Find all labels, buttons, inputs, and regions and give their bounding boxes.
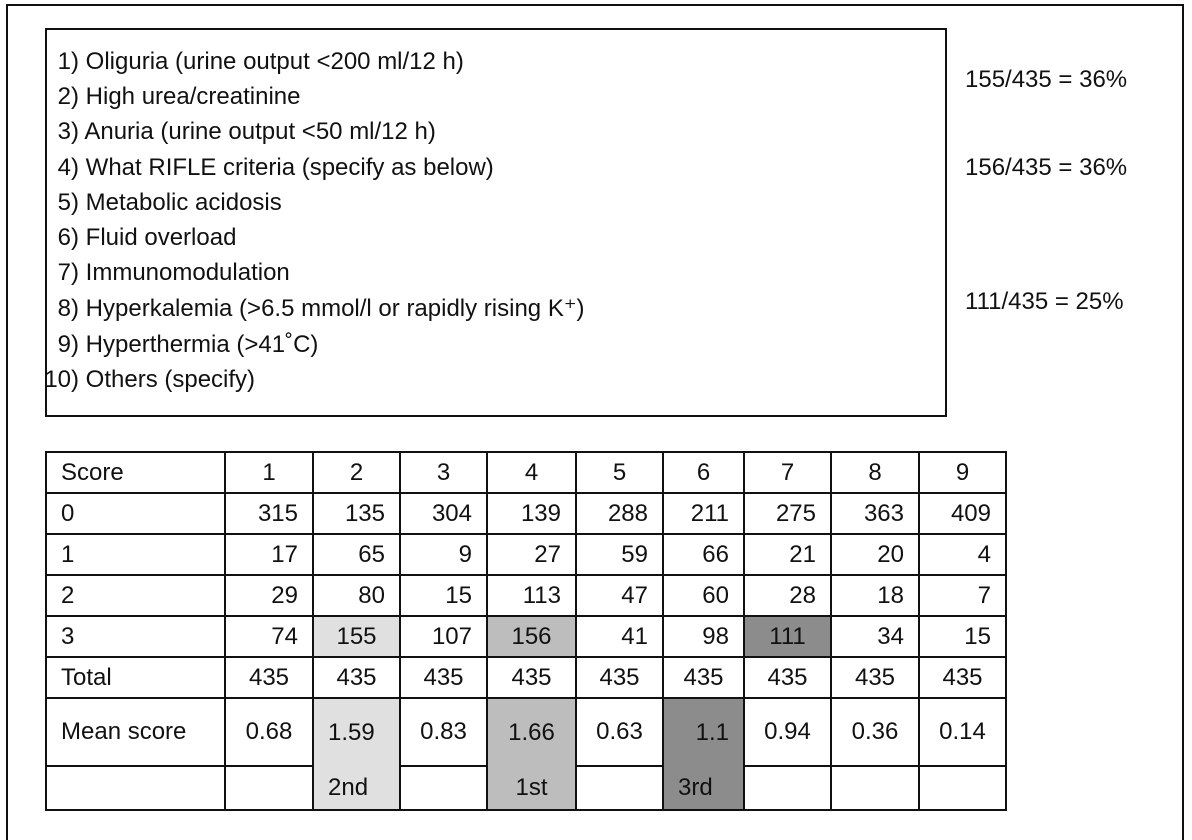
table-cell: 28 (744, 575, 831, 616)
header-cell: 9 (919, 452, 1006, 493)
table-cell: 435 (919, 657, 1006, 698)
table-cell: 435 (744, 657, 831, 698)
table-cell: 107 (400, 616, 487, 657)
table-cell: 7 (919, 575, 1006, 616)
table-row (46, 493, 1006, 534)
criterion-9: 9) Hyperthermia (>41˚C) (57, 331, 319, 358)
table-cell: 66 (663, 534, 744, 575)
criterion-2: 2) High urea/creatinine (57, 83, 301, 110)
table-cell: 113 (487, 575, 576, 616)
table-cell: 65 (313, 534, 400, 575)
row-label: 1 (46, 534, 225, 575)
table-row-mean (46, 698, 1006, 766)
header-cell: 3 (400, 452, 487, 493)
score-table (45, 451, 1007, 811)
table-cell: 211 (663, 493, 744, 534)
table-cell: 18 (831, 575, 919, 616)
mean-cell: 0.68 (225, 698, 313, 766)
criterion-6: 6) Fluid overload (57, 224, 237, 251)
table-cell: 20 (831, 534, 919, 575)
table-cell: 9 (400, 534, 487, 575)
table-cell: 363 (831, 493, 919, 534)
header-cell: 6 (663, 452, 744, 493)
table-row-total (46, 657, 1006, 698)
header-cell: Score (46, 452, 225, 493)
table-cell: 304 (400, 493, 487, 534)
row-label: 0 (46, 493, 225, 534)
table-row (46, 575, 1006, 616)
table-cell: 17 (225, 534, 313, 575)
row-label: Total (46, 657, 225, 698)
table-row (46, 616, 1006, 657)
header-cell: 2 (313, 452, 400, 493)
table-cell: 59 (576, 534, 663, 575)
criterion-10: 10) Others (specify) (44, 366, 256, 393)
criterion-3: 3) Anuria (urine output <50 ml/12 h) (57, 118, 436, 145)
table-cell: 47 (576, 575, 663, 616)
table-cell: 435 (400, 657, 487, 698)
percentage-oliguria: 155/435 = 36% (965, 66, 1128, 93)
mean-cell: 0.83 (400, 698, 487, 766)
table-cell-highlight: 155 (313, 616, 400, 657)
rank-cell-empty (744, 766, 831, 810)
table-row (46, 534, 1006, 575)
table-cell: 435 (313, 657, 400, 698)
table-cell: 409 (919, 493, 1006, 534)
table-cell: 34 (831, 616, 919, 657)
table-cell: 4 (919, 534, 1006, 575)
table-header-row (46, 452, 1006, 493)
criterion-4: 4) What RIFLE criteria (specify as below) (57, 154, 494, 181)
row-label: Mean score (46, 698, 225, 766)
table-cell: 41 (576, 616, 663, 657)
row-label: 3 (46, 616, 225, 657)
header-cell: 5 (576, 452, 663, 493)
table-cell: 80 (313, 575, 400, 616)
rank-cell-empty (225, 766, 313, 810)
header-cell: 7 (744, 452, 831, 493)
table-cell: 275 (744, 493, 831, 534)
mean-cell: 0.63 (576, 698, 663, 766)
table-cell: 435 (487, 657, 576, 698)
table-cell-highlight: 156 (487, 616, 576, 657)
table-row-rank (46, 766, 1006, 810)
table-cell: 98 (663, 616, 744, 657)
table-cell-highlight: 111 (744, 616, 831, 657)
table-cell: 29 (225, 575, 313, 616)
table-cell: 435 (225, 657, 313, 698)
rank-cell-empty (919, 766, 1006, 810)
criterion-1: 1) Oliguria (urine output <200 ml/12 h) (57, 48, 464, 75)
rank-cell-empty (400, 766, 487, 810)
table-cell: 74 (225, 616, 313, 657)
rank-cell-empty (46, 766, 225, 810)
header-cell: 8 (831, 452, 919, 493)
percentage-rifle: 156/435 = 36% (965, 154, 1128, 181)
mean-cell: 0.94 (744, 698, 831, 766)
mean-cell-highlight: 1.59 (313, 698, 400, 766)
table-cell: 15 (400, 575, 487, 616)
table-cell: 21 (744, 534, 831, 575)
mean-cell: 0.36 (831, 698, 919, 766)
table-cell: 435 (831, 657, 919, 698)
criterion-8: 8) Hyperkalemia (>6.5 mmol/l or rapidly rising K⁺) (57, 295, 585, 322)
rank-cell-empty (576, 766, 663, 810)
mean-cell: 0.14 (919, 698, 1006, 766)
table-cell: 27 (487, 534, 576, 575)
mean-cell-highlight: 1.66 (487, 698, 576, 766)
mean-cell-highlight: 1.1 (663, 698, 744, 766)
rank-label-3rd: 3rd (663, 766, 744, 810)
table-cell: 315 (225, 493, 313, 534)
rank-cell-empty (831, 766, 919, 810)
header-cell: 1 (225, 452, 313, 493)
table-cell: 15 (919, 616, 1006, 657)
table-cell: 435 (663, 657, 744, 698)
table-cell: 60 (663, 575, 744, 616)
criterion-7: 7) Immunomodulation (57, 259, 290, 286)
table-cell: 435 (576, 657, 663, 698)
row-label: 2 (46, 575, 225, 616)
table-cell: 288 (576, 493, 663, 534)
percentage-hyperkalemia: 111/435 = 25% (965, 288, 1124, 315)
rank-label-2nd: 2nd (313, 766, 400, 810)
table-cell: 135 (313, 493, 400, 534)
table-cell: 139 (487, 493, 576, 534)
rank-label-1st: 1st (487, 766, 576, 810)
header-cell: 4 (487, 452, 576, 493)
criterion-5: 5) Metabolic acidosis (57, 189, 282, 216)
